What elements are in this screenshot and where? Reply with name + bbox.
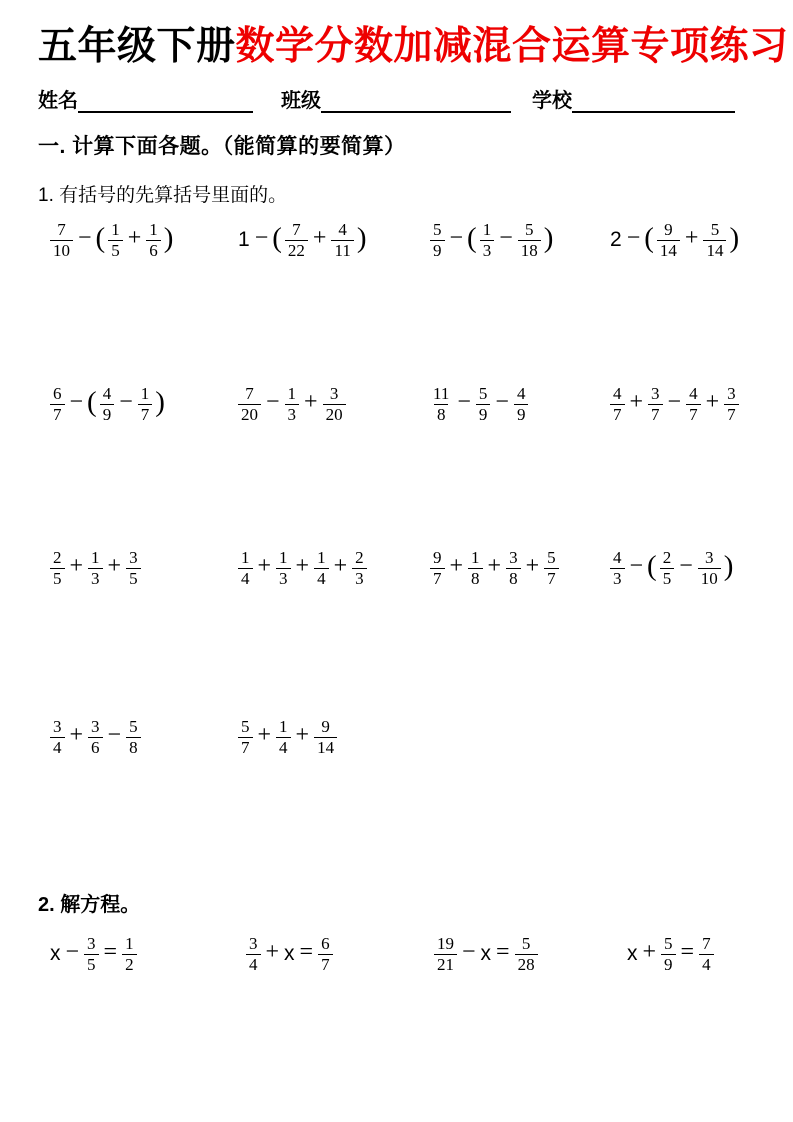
math-expression	[244, 934, 432, 973]
fraction	[138, 384, 153, 423]
math-expression	[48, 717, 236, 756]
fraction	[314, 717, 337, 756]
math-expression	[48, 934, 244, 973]
section1-heading: 一. 计算下面各题。（能简算的要简算）	[38, 135, 406, 159]
fraction-denominator: 9	[514, 404, 529, 424]
fraction	[648, 384, 663, 423]
operator: −	[679, 553, 693, 580]
operator: +	[629, 389, 644, 416]
fraction-denominator: 21	[434, 954, 457, 974]
fraction	[476, 384, 491, 423]
fraction	[88, 548, 103, 587]
fraction-numerator: 5	[433, 220, 442, 240]
fraction-numerator: 4	[613, 384, 622, 404]
operator: +	[127, 225, 142, 252]
operator: =	[496, 939, 510, 966]
math-expression	[428, 384, 608, 423]
fraction-numerator: 7	[57, 220, 66, 240]
fraction	[50, 220, 73, 259]
fraction-denominator: 7	[50, 404, 65, 424]
fraction	[146, 220, 161, 259]
fraction-denominator: 7	[138, 404, 153, 424]
fraction-numerator: 5	[664, 934, 673, 954]
fraction-denominator: 7	[430, 568, 445, 588]
school-label: 学校	[532, 90, 572, 113]
fraction-denominator: 8	[468, 568, 483, 588]
fraction-numerator: 5	[129, 717, 138, 737]
operator: −	[629, 553, 644, 580]
fraction	[285, 220, 308, 259]
fraction-numerator: 9	[321, 717, 330, 737]
fraction-numerator: 6	[321, 934, 330, 954]
fraction-numerator: 5	[710, 220, 720, 240]
fraction-denominator: 14	[314, 737, 337, 757]
fraction-denominator: 9	[100, 404, 115, 424]
fraction-numerator: 3	[329, 384, 339, 404]
fraction-numerator: 2	[53, 548, 62, 568]
fraction-numerator: 5	[241, 717, 250, 737]
fraction	[84, 934, 99, 973]
fraction-numerator: 3	[705, 548, 714, 568]
fraction-numerator: 3	[91, 717, 100, 737]
fraction	[518, 220, 541, 259]
fraction-numerator: 11	[433, 384, 450, 404]
math-expression	[236, 548, 428, 587]
problem-row	[48, 380, 765, 428]
variable-x: x	[50, 942, 61, 966]
fraction-denominator: 3	[610, 568, 625, 588]
operator: =	[680, 939, 695, 966]
operator: −	[495, 389, 509, 416]
fraction	[331, 220, 353, 259]
math-expression	[236, 717, 428, 756]
operator: +	[525, 553, 540, 580]
parenthesis: )	[163, 221, 174, 254]
name-blank-line	[78, 89, 253, 113]
operator: −	[119, 389, 133, 416]
name-field	[38, 84, 281, 113]
class-field	[281, 84, 532, 113]
fraction-numerator: 6	[53, 384, 62, 404]
math-expression	[236, 384, 428, 423]
fraction-numerator: 3	[249, 934, 258, 954]
fraction-denominator: 9	[661, 954, 676, 974]
fraction-numerator: 7	[292, 220, 301, 240]
fraction-denominator: 22	[285, 240, 308, 260]
fraction-denominator: 20	[238, 404, 261, 424]
parenthesis: (	[95, 221, 106, 254]
section1-instruction: 1. 有括号的先算括号里面的。	[38, 185, 288, 207]
fraction-denominator: 5	[126, 568, 141, 588]
fraction-numerator: 5	[547, 548, 556, 568]
math-expression	[625, 934, 765, 973]
operator: −	[667, 389, 682, 416]
fraction-numerator: 1	[279, 548, 288, 568]
fraction	[50, 384, 65, 423]
fraction	[610, 384, 625, 423]
parenthesis: (	[87, 385, 97, 418]
fraction-numerator: 5	[525, 220, 534, 240]
fraction	[434, 934, 457, 973]
parenthesis: )	[729, 221, 740, 254]
fraction-denominator: 4	[276, 737, 291, 757]
operator: =	[299, 939, 314, 966]
operator: −	[462, 939, 476, 966]
math-expression	[428, 220, 608, 259]
fraction-numerator: 2	[355, 548, 364, 568]
parenthesis: )	[723, 549, 734, 582]
fraction-denominator: 4	[50, 737, 65, 757]
fraction-denominator: 4	[314, 568, 329, 588]
math-expression	[608, 220, 765, 259]
fraction	[430, 220, 445, 259]
fraction-numerator: 4	[689, 384, 698, 404]
fraction	[661, 934, 676, 973]
fraction-numerator: 1	[317, 548, 326, 568]
operator: −	[254, 225, 269, 252]
problem-row	[48, 713, 765, 761]
parenthesis: )	[356, 221, 367, 254]
fraction-numerator: 3	[129, 548, 138, 568]
fraction-denominator: 3	[276, 568, 291, 588]
fraction-numerator: 3	[87, 934, 96, 954]
fraction	[238, 548, 253, 587]
variable-x: x	[480, 942, 492, 966]
fraction-denominator: 7	[648, 404, 663, 424]
fraction-numerator: 1	[149, 220, 158, 240]
fraction-denominator: 2	[122, 954, 137, 974]
fraction-numerator: 1	[91, 548, 100, 568]
fraction	[430, 548, 445, 587]
fraction-numerator: 1	[482, 220, 492, 240]
fraction-denominator: 3	[480, 240, 495, 260]
fraction-numerator: 4	[338, 220, 347, 240]
fraction-numerator: 9	[433, 548, 442, 568]
problem-row	[48, 216, 765, 264]
problem-row	[48, 544, 765, 592]
fraction-denominator: 14	[657, 240, 680, 260]
fraction	[122, 934, 137, 973]
fraction	[108, 220, 123, 259]
operator: −	[266, 389, 280, 416]
name-label: 姓名	[38, 90, 78, 113]
fraction-numerator: 7	[245, 384, 254, 404]
fraction	[610, 548, 625, 587]
fraction	[430, 384, 452, 423]
operator: +	[312, 225, 327, 252]
fraction-numerator: 1	[287, 384, 297, 404]
parenthesis: (	[272, 221, 282, 254]
fraction-denominator: 28	[515, 954, 538, 974]
math-expression	[48, 220, 236, 259]
fraction-numerator: 3	[727, 384, 736, 404]
fraction-denominator: 10	[698, 568, 721, 588]
fraction-numerator: 1	[140, 384, 150, 404]
fraction	[246, 934, 261, 973]
fraction	[126, 717, 141, 756]
operator: +	[304, 389, 318, 416]
math-expression	[48, 548, 236, 587]
operator: −	[69, 389, 84, 416]
class-label: 班级	[281, 90, 321, 113]
problems-area	[38, 216, 765, 761]
fraction-denominator: 7	[610, 404, 625, 424]
fraction-denominator: 4	[699, 954, 714, 974]
fraction	[657, 220, 680, 259]
fraction-denominator: 4	[246, 954, 261, 974]
operator: +	[257, 553, 272, 580]
fraction	[238, 717, 253, 756]
title-subject-part: 数学分数加减混合运算专项练习	[235, 25, 789, 68]
fraction	[50, 548, 65, 587]
fraction-denominator: 18	[518, 240, 541, 260]
fraction-numerator: 5	[478, 384, 488, 404]
fraction-numerator: 1	[241, 548, 250, 568]
math-expression	[608, 384, 765, 423]
fraction-denominator: 8	[434, 404, 449, 424]
fraction-numerator: 7	[702, 934, 711, 954]
operator: +	[69, 722, 84, 749]
fraction	[514, 384, 529, 423]
fraction	[352, 548, 367, 587]
parenthesis: (	[644, 221, 654, 254]
fraction-denominator: 9	[430, 240, 445, 260]
operator: +	[257, 722, 272, 749]
operator: +	[333, 553, 348, 580]
math-expression	[428, 548, 608, 587]
variable-x: x	[284, 942, 295, 966]
school-field	[532, 84, 735, 113]
operator: +	[295, 553, 310, 580]
fraction-numerator: 4	[613, 548, 622, 568]
page-title	[38, 24, 789, 70]
operator: +	[69, 553, 84, 580]
fraction-numerator: 3	[651, 384, 660, 404]
fraction	[506, 548, 521, 587]
fraction	[686, 384, 701, 423]
fraction	[699, 934, 714, 973]
fraction-denominator: 6	[88, 737, 103, 757]
operator: +	[295, 722, 310, 749]
math-expression	[236, 220, 428, 259]
fraction-denominator: 8	[126, 737, 141, 757]
fraction	[126, 548, 141, 587]
variable-x: x	[627, 942, 638, 966]
fraction	[480, 220, 495, 259]
fraction-denominator: 7	[724, 404, 739, 424]
fraction	[660, 548, 675, 587]
parenthesis: )	[543, 221, 554, 254]
operator: −	[457, 389, 471, 416]
fraction-denominator: 5	[84, 954, 99, 974]
parenthesis: )	[155, 385, 165, 418]
fraction-numerator: 4	[102, 384, 112, 404]
operator: +	[107, 553, 122, 580]
fraction-numerator: 3	[509, 548, 518, 568]
fraction	[323, 384, 346, 423]
operator: +	[449, 553, 464, 580]
parenthesis: (	[647, 549, 657, 582]
operator: −	[107, 722, 122, 749]
operator: −	[449, 225, 464, 252]
fraction-denominator: 7	[544, 568, 559, 588]
math-expression	[48, 384, 236, 423]
operator: +	[642, 939, 657, 966]
fraction-denominator: 7	[238, 737, 253, 757]
section2-heading: 2. 解方程。	[38, 894, 141, 917]
operator: −	[626, 225, 641, 252]
fraction-numerator: 1	[279, 717, 288, 737]
fraction	[515, 934, 538, 973]
integer: 2	[610, 228, 622, 252]
fraction-denominator: 8	[506, 568, 521, 588]
fraction-denominator: 3	[352, 568, 367, 588]
fraction-denominator: 5	[50, 568, 65, 588]
fraction	[100, 384, 115, 423]
fraction	[276, 717, 291, 756]
fraction	[238, 384, 261, 423]
title-grade-part: 五年级下册	[38, 25, 236, 68]
fraction-numerator: 5	[521, 934, 531, 954]
fraction-denominator: 10	[50, 240, 73, 260]
fraction-denominator: 11	[331, 240, 353, 260]
fraction-numerator: 1	[125, 934, 134, 954]
fraction	[276, 548, 291, 587]
fraction	[88, 717, 103, 756]
operator: +	[487, 553, 502, 580]
school-blank-line	[572, 89, 735, 113]
fraction-numerator: 1	[111, 220, 120, 240]
parenthesis: (	[467, 221, 477, 254]
math-expression	[432, 934, 625, 973]
fraction	[698, 548, 721, 587]
fraction-numerator: 3	[53, 717, 62, 737]
fraction	[50, 717, 65, 756]
fraction-numerator: 2	[662, 548, 672, 568]
operator: +	[705, 389, 720, 416]
fraction-denominator: 5	[660, 568, 675, 588]
integer: 1	[238, 228, 250, 252]
fraction	[285, 384, 300, 423]
fraction-denominator: 3	[285, 404, 300, 424]
operator: +	[265, 939, 280, 966]
fraction-numerator: 9	[664, 220, 673, 240]
header-fields	[38, 84, 765, 113]
fraction	[314, 548, 329, 587]
fraction-denominator: 20	[323, 404, 346, 424]
fraction	[544, 548, 559, 587]
operator: −	[499, 225, 513, 252]
operator: −	[78, 225, 92, 252]
fraction-denominator: 7	[318, 954, 333, 974]
fraction-denominator: 7	[686, 404, 701, 424]
equations-area	[48, 929, 765, 979]
fraction	[703, 220, 726, 259]
fraction-numerator: 19	[437, 934, 454, 954]
fraction-numerator: 4	[516, 384, 526, 404]
fraction-denominator: 9	[476, 404, 491, 424]
fraction	[468, 548, 483, 587]
fraction-denominator: 5	[108, 240, 123, 260]
fraction-numerator: 1	[471, 548, 480, 568]
operator: =	[103, 939, 118, 966]
fraction-denominator: 14	[703, 240, 726, 260]
math-expression	[608, 548, 765, 587]
fraction	[318, 934, 333, 973]
fraction-denominator: 4	[238, 568, 253, 588]
fraction-denominator: 3	[88, 568, 103, 588]
fraction-denominator: 6	[146, 240, 161, 260]
operator: −	[65, 939, 80, 966]
operator: +	[684, 225, 699, 252]
class-blank-line	[321, 89, 511, 113]
fraction	[724, 384, 739, 423]
